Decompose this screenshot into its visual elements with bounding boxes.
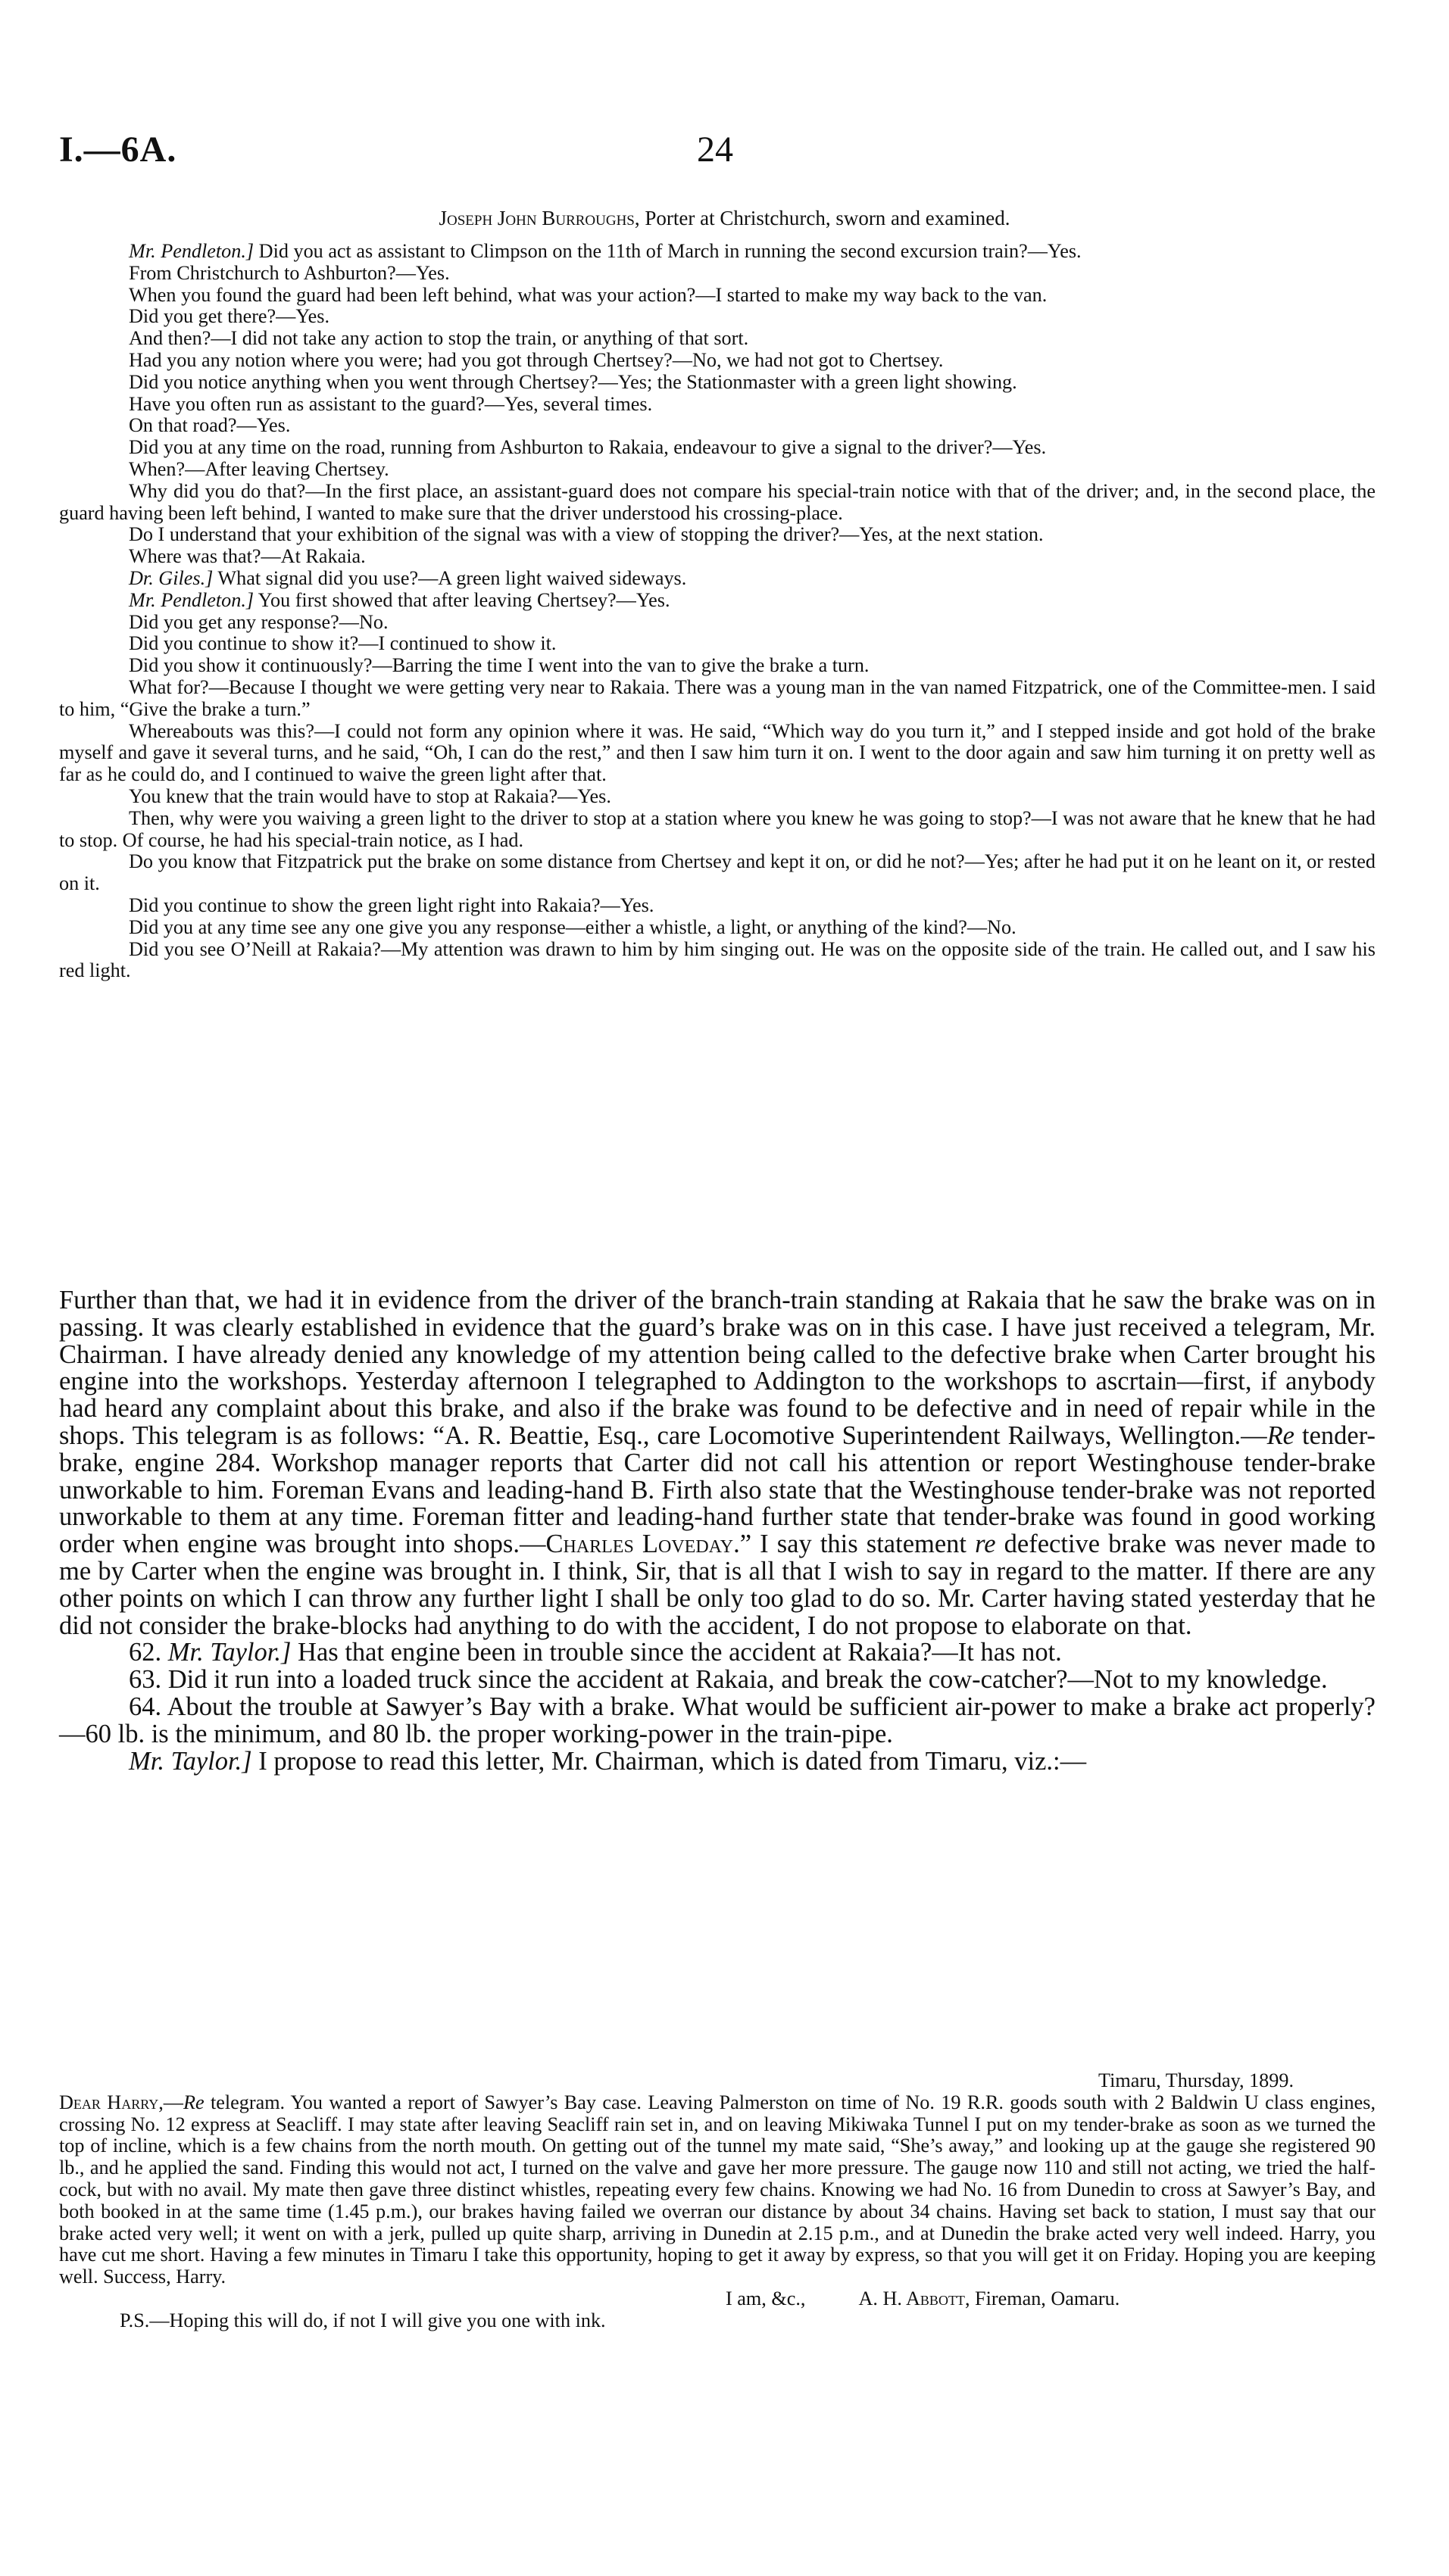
speaker-label: Mr. Taylor.] [167,1638,292,1667]
examination-transcript [59,241,1376,982]
question-number: 64. [129,1692,162,1721]
document-reference: I.—6A. [59,129,177,170]
speaker-label: Dr. Giles.] [129,566,214,589]
qa-paragraph: Did you get there?—Yes. [129,305,329,328]
qa-paragraph: Had you any notion where you were; had you got through Chertsey?—No, we had not got to Chertsey. [129,348,944,371]
qa-paragraph: On that road?—Yes. [129,414,291,437]
qa-paragraph: And then?—I did not take any action to stop the train, or anything of that sort. [129,327,749,350]
main-statement [59,1287,1376,1775]
question-number: 63. [129,1665,162,1695]
qa-paragraph: Then, why were you waiving a green light to the driver to stop at a station where you knew he was going to stop?—I was not aware that he knew that he had to stop. Of course, he had his special-train notice, as I had. [59,806,1376,851]
qa-paragraph: Have you often run as assistant to the guard?—Yes, several times. [129,392,653,415]
statement-paragraph: Further than that, we had it in evidence from the driver of the branch-train standing at Rakaia that he saw the brake was on in passing. It was clearly established in evidence that the guard’s brake was on in this case. I have just received a telegram, Mr. Chairman. I have already denied any knowledge of my attention being called to the defective brake when Carter brought his engine into the workshops. Yesterday afternoon I telegraphed to Addington to the workshops to ascrtain—first, if anybody had heard any complaint about this brake, and also if the brake was found to be defective and in need of repair while in the shops. This telegram is as follows: “A. R. Beattie, Esq., care Locomotive Superintendent Railways, Wellington.—Re tender-brake, engine 284. Workshop manager reports that Carter did not call his attention or report Westinghouse tender-brake unworkable to him. Foreman Evans and leading-hand B. Firth also state that the Westinghouse tender-brake was not reported unworkable to them at any time. Foreman fitter and leading-hand further state that tender-brake was found in good working order when engine was brought into shops.—Charles Loveday.” I say this statement re defective brake was never made to me by Carter when the engine was brought in. I think, Sir, that is all that I wish to say in regard to the matter. If there are any other points on which I can throw any further light I shall be only too glad to do so. Mr. Carter having stated yesterday that he did not consider the brake-blocks had anything to do with the accident, I do not propose to elaborate on that. [59,1286,1376,1640]
qa-paragraph: Whereabouts was this?—I could not form any opinion where it was. He said, “Which way do you turn it,” and I stepped inside and got hold of the brake myself and gave it several turns, and he said, “Oh, I can do the rest,” and then I saw him turn it on. I went to the door again and saw him turning it on pretty well as far as he could do, and I continued to waive the green light after that. [59,719,1376,786]
qa-paragraph: When you found the guard had been left behind, what was your action?—I started to make my way back to the van. [129,283,1048,306]
letter-salutation: Dear Harry [59,2091,159,2113]
letter-closing: I am, &c., A. H. Abbott, Fireman, Oamaru. [726,2287,1120,2309]
telegram-signer: Charles Loveday [545,1530,734,1559]
speaker-label: Mr. Taylor.] [129,1746,252,1776]
qa-paragraph: Do I understand that your exhibition of the signal was with a view of stopping the driver?—Yes, at the next station. [129,523,1044,546]
question-number: 62. [129,1638,162,1667]
qa-paragraph: Did you continue to show the green light right into Rakaia?—Yes. [129,893,654,916]
letter-signature: A. H. Abbott, Fireman, Oamaru. [858,2287,1120,2309]
qa-paragraph: Mr. Pendleton.] Did you act as assistant to Climpson on the 11th of March in running the second excursion train?—Yes. [129,240,1082,262]
witness-description: , Porter at Christchurch, sworn and examined. [634,207,1010,229]
letter-body: Dear Harry,—Re telegram. You wanted a report of Sawyer’s Bay case. Leaving Palmerston on time of No. 19 R.R. goods south with 2 Baldwin U class engines, crossing No. 12 express at Seacliff. I may state after leaving Seacliff rain set in, and on leaving Mikiwaka Tunnel I put on my tender-brake as soon as we turned the top of incline, which is a few chains from the north mouth. On getting out of the tunnel my mate said, “She’s away,” and looking up at the gauge she registered 90 lb., and he applied the sand. Finding this would not act, I turned on the valve and gave her more pressure. The gauge now 110 and still not acting, we tried the half-cock, but with no avail. My mate then gave three distinct whistles, repeating every few chains. Knowing we had No. 16 from Dunedin to cross at Sawyer’s Bay, and both booked in at the same time (1.45 p.m.), our brakes having failed we overran our distance by about 34 chains. Having set back to station, I must say that our brake acted very well; it went on with a jerk, pulled up quite sharp, arriving in Dunedin at 2.15 p.m., and at Dunedin the brake acted very well indeed. Harry, you have cut me short. Having a few minutes in Timaru I take this opportunity, hoping to get it away by express, so that you will get it on Friday. Hoping you are keeping well. Success, Harry. [59,2091,1376,2288]
speaker-label: Mr. Pendleton.] [129,240,255,262]
numbered-question: 64. About the trouble at Sawyer’s Bay with a brake. What would be sufficient air-power to make a brake act properly?—60 lb. is the minimum, and 80 lb. the proper working-power in the train-pipe. [59,1692,1376,1748]
qa-paragraph: Dr. Giles.] What signal did you use?—A green light waived sideways. [129,566,687,589]
qa-paragraph: Did you continue to show it?—I continued to show it. [129,632,557,655]
quoted-letter [59,2070,1376,2332]
witness-heading [0,207,1449,230]
page-number: 24 [697,129,733,170]
qa-paragraph: You knew that the train would have to stop at Rakaia?—Yes. [129,784,611,807]
qa-paragraph: Did you get any response?—No. [129,610,389,633]
statement-paragraph: Mr. Taylor.] I propose to read this letter, Mr. Chairman, which is dated from Timaru, viz.:— [129,1746,1087,1776]
witness-name: Joseph John Burroughs [439,207,635,229]
numbered-question: 62. Mr. Taylor.] Has that engine been in trouble since the accident at Rakaia?—It has not. [129,1638,1062,1667]
qa-paragraph: From Christchurch to Ashburton?—Yes. [129,261,450,284]
qa-paragraph: Why did you do that?—In the first place, an assistant-guard does not compare his special-train notice with that of the driver; and, in the second place, the guard having been left behind, I wanted to make sure that the driver understood his crossing-place. [59,479,1376,524]
qa-paragraph: Did you see O’Neill at Rakaia?—My attention was drawn to him by him singing out. He was on the opposite side of the train. He called out, and I saw his red light. [59,937,1376,982]
letter-dateline: Timaru, Thursday, 1899. [1098,2069,1294,2091]
qa-paragraph: Did you notice anything when you went through Chertsey?—Yes; the Stationmaster with a green light showing. [129,370,1017,393]
qa-paragraph: Did you show it continuously?—Barring the time I went into the van to give the brake a turn. [129,654,870,677]
qa-paragraph: Did you at any time on the road, running from Ashburton to Rakaia, endeavour to give a signal to the driver?—Yes. [129,436,1047,459]
qa-paragraph: Mr. Pendleton.] You first showed that after leaving Chertsey?—Yes. [129,588,670,611]
letter-postscript: P.S.—Hoping this will do, if not I will give you one with ink. [120,2309,606,2331]
speaker-label: Mr. Pendleton.] [129,588,255,611]
numbered-question: 63. Did it run into a loaded truck since the accident at Rakaia, and break the cow-catcher?—Not to my knowledge. [129,1665,1328,1695]
qa-paragraph: Do you know that Fitzpatrick put the brake on some distance from Chertsey and kept it on, or did he not?—Yes; after he had put it on he leant on it, or rested on it. [59,850,1376,895]
qa-paragraph: When?—After leaving Chertsey. [129,457,389,480]
qa-paragraph: Where was that?—At Rakaia. [129,545,366,568]
qa-paragraph: Did you at any time see any one give you any response—either a whistle, a light, or anything of the kind?—No. [129,915,1016,938]
qa-paragraph: What for?—Because I thought we were getting very near to Rakaia. There was a young man in the van named Fitzpatrick, one of the Committee-men. I said to him, “Give the brake a turn.” [59,675,1376,720]
